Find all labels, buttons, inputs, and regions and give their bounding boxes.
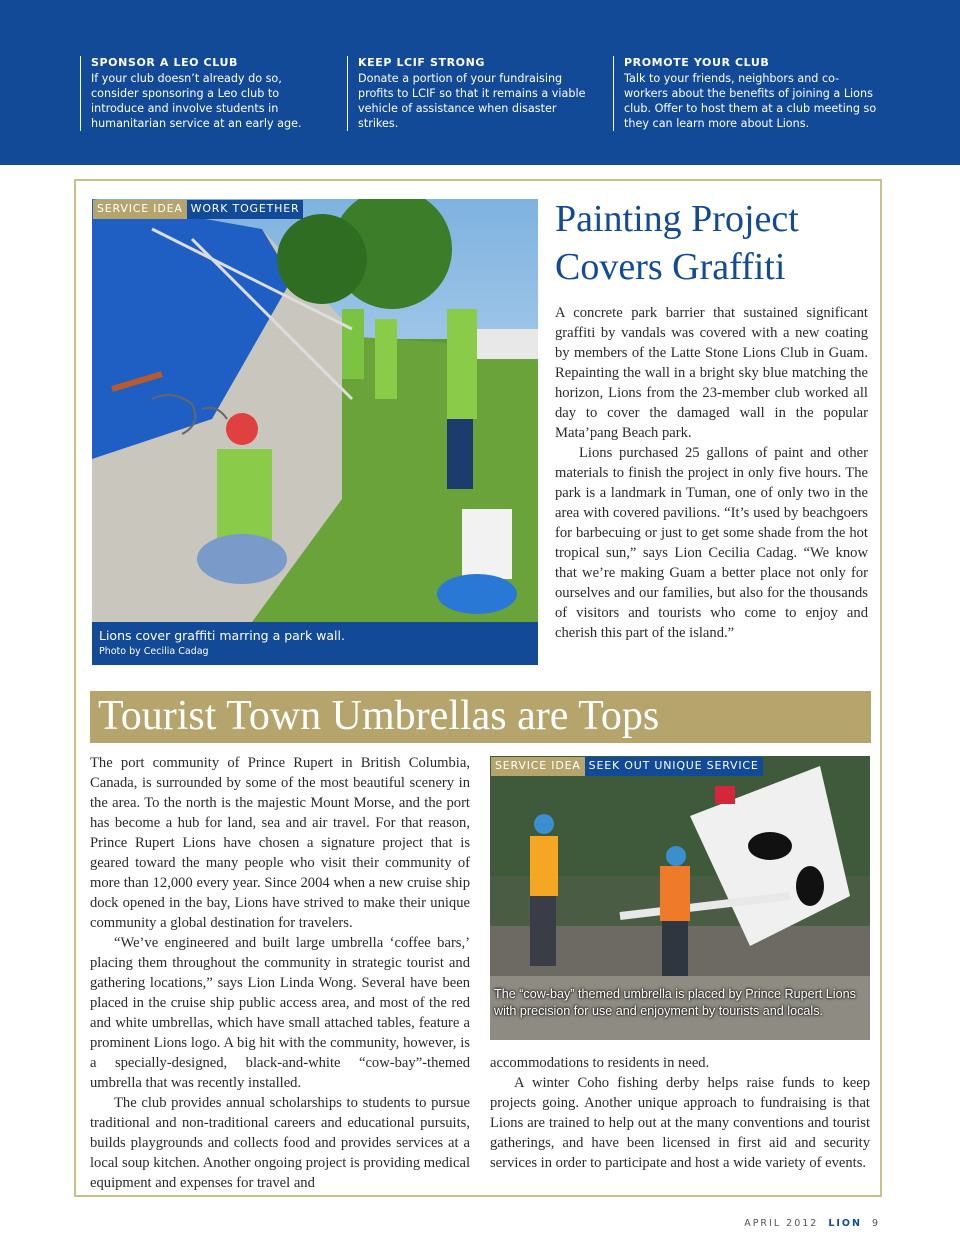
paragraph: accommodations to residents in need. bbox=[490, 1055, 710, 1071]
article-title: Tourist Town Umbrellas are Tops bbox=[98, 693, 660, 739]
paragraph: A winter Coho fishing derby helps raise funds to keep projects going. Another unique approach to fundraising is that Lions are trained to help out at the many conventions and tourist gatherings, and have been licensed in first aid and security services in order to participate and host a wide variety of events. bbox=[490, 1075, 870, 1171]
issue-date: APRIL 2012 bbox=[744, 1218, 819, 1229]
tag-value: SEEK OUT UNIQUE SERVICE bbox=[585, 757, 763, 776]
tip-promote bbox=[613, 56, 879, 131]
section-banner bbox=[90, 691, 871, 743]
article-column-left bbox=[90, 753, 470, 1193]
tip-title: SPONSOR A LEO CLUB bbox=[91, 56, 238, 69]
magazine-name: LION bbox=[828, 1218, 862, 1229]
service-idea-tag bbox=[491, 757, 763, 776]
paragraph: The club provides annual scholarships to students to pursue traditional and non-traditional careers and educational pursuits, builds playgrounds and collects food and provides services at a local soup kitchen. Another ongoing project is providing medical equipment and expenses for travel and bbox=[90, 1095, 470, 1191]
tip-text: Donate a portion of your fundraising profits to LCIF so that it remains a viable vehicle of assistance when disaster strikes. bbox=[358, 72, 586, 130]
page-footer bbox=[700, 1218, 880, 1229]
article-body bbox=[555, 303, 868, 643]
painting-illustration bbox=[92, 199, 538, 622]
tag-label: SERVICE IDEA bbox=[93, 200, 187, 219]
painting-photo bbox=[92, 199, 538, 622]
photo-caption: The “cow-bay” themed umbrella is placed by Prince Rupert Lions with precision for use and enjoyment by tourists and locals. bbox=[494, 987, 856, 1018]
paragraph: A concrete park barrier that sustained significant graffiti by vandals was covered with a new coating by members of the Latte Stone Lions Club in Guam. Repainting the wall in a bright sky blue matching the horizon, Lions from the 23-member club worked all day to cover the damaged wall in the popular Mata’pang Beach park. bbox=[555, 305, 868, 441]
tip-sponsor-leo bbox=[80, 56, 331, 131]
page-number: 9 bbox=[871, 1218, 880, 1229]
paragraph: The port community of Prince Rupert in British Columbia, Canada, is surrounded by some of the most beautiful scenery in the area. To the north is the majestic Mount Morse, and the port has become a hub for land, sea and air travel. For that reason, Prince Rupert Lions have chosen a signature project that is geared toward the many people who visit their community of more than 12,000 every year. Since 2004 when a new cruise ship dock opened in the bay, Lions have strived to make their unique community a global destination for travelers. bbox=[90, 755, 470, 931]
photo-caption: Lions cover graffiti marring a park wall. bbox=[99, 628, 345, 643]
tag-label: SERVICE IDEA bbox=[491, 757, 585, 776]
tip-lcif bbox=[347, 56, 598, 131]
tip-text: If your club doesn’t already do so, consider sponsoring a Leo club to introduce and involve students in humanitarian service at an early age. bbox=[91, 72, 302, 130]
paragraph: “We’ve engineered and built large umbrella ‘coffee bars,’ placing them throughout the community in strategic tourist and gathering locations,” says Lion Linda Wong. Several have been placed in the cruise ship public access area, and most of the red and white umbrellas, which have small attached tables, feature a prominent Lions logo. A big hit with the community, however, is a specially-designed, black-and-white “cow-bay”-themed umbrella that was recently installed. bbox=[90, 935, 470, 1091]
tip-title: KEEP LCIF STRONG bbox=[358, 56, 486, 69]
tip-title: PROMOTE YOUR CLUB bbox=[624, 56, 770, 69]
service-idea-tag bbox=[93, 200, 303, 219]
article-title: Painting Project Covers Graffiti bbox=[555, 198, 799, 288]
article-column-right bbox=[490, 1053, 870, 1173]
tag-value: WORK TOGETHER bbox=[187, 200, 304, 219]
tips-band bbox=[0, 0, 960, 165]
painting-caption bbox=[92, 622, 538, 665]
photo-credit: Photo by Cecilia Cadag bbox=[99, 646, 209, 657]
tip-text: Talk to your friends, neighbors and co-workers about the benefits of joining a Lions club. Offer to host them at a club meeting so they can learn more about Lions. bbox=[624, 72, 877, 130]
paragraph: Lions purchased 25 gallons of paint and other materials to finish the project in only five hours. The park is a landmark in Tuman, one of only two in the area with covered pavilions. “It’s used by beachgoers for barbecuing or just to get some shade from the hot tropical sun,” says Lion Cecilia Cadag. “We know that we’re making Guam a better place not only for ourselves and our families, but also for the thousands of visitors and tourists who come to enjoy and cherish this part of the island.” bbox=[555, 445, 868, 641]
